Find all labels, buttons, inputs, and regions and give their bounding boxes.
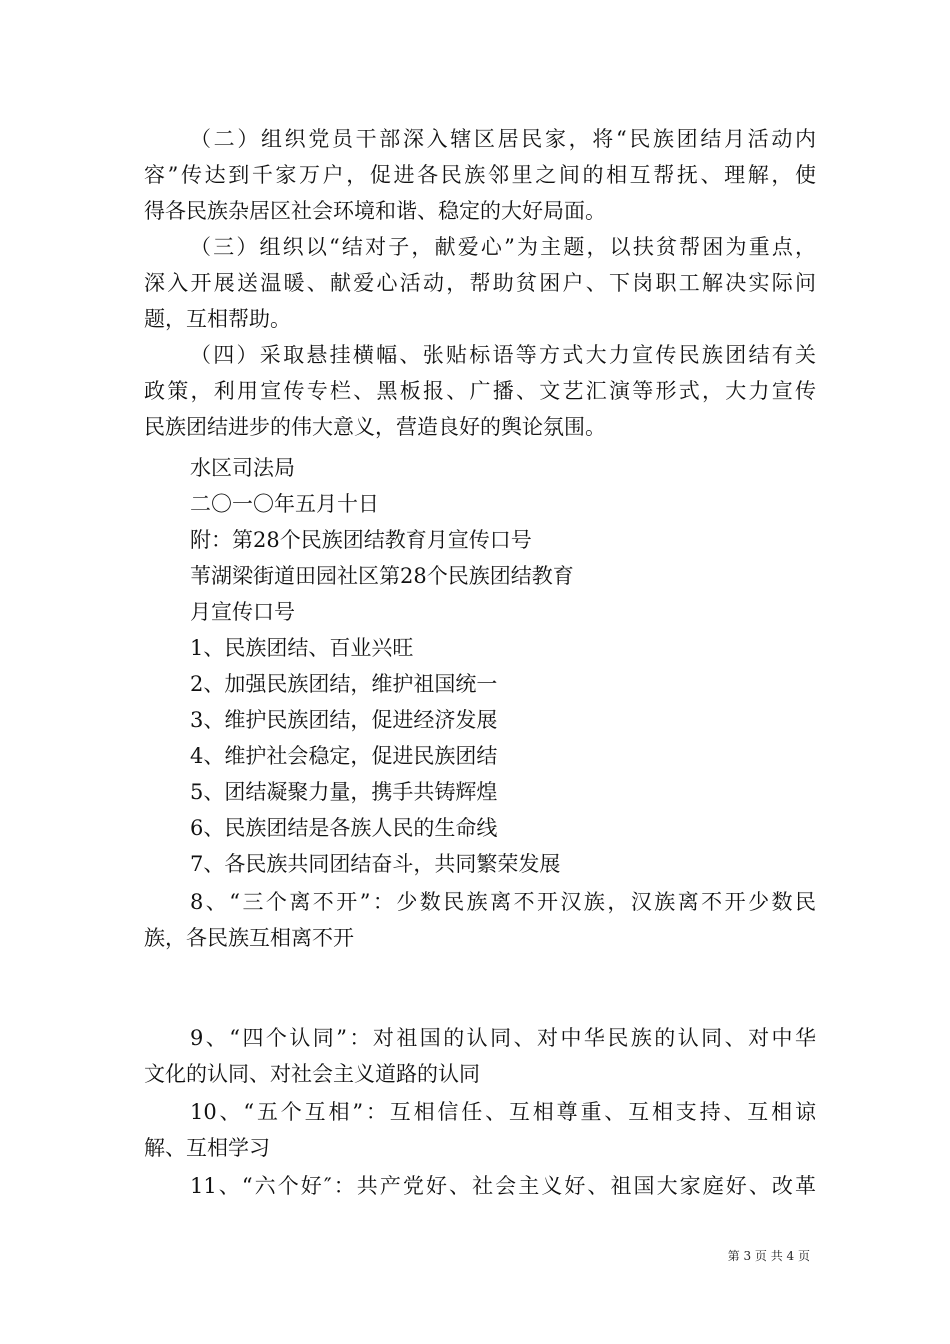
paragraph-line: 民族团结进步的伟大意义，营造良好的舆论氛围。: [144, 415, 606, 439]
slogan-item: 10、“五个互相”：互相信任、互相尊重、互相支持、互相谅: [190, 1100, 816, 1124]
page-number-footer: 第 3 页 共 4 页: [727, 1249, 810, 1263]
slogan-item: 7、各民族共同团结奋斗，共同繁荣发展: [190, 852, 561, 876]
slogan-item: 5、团结凝聚力量，携手共铸辉煌: [190, 780, 498, 804]
slogan-item: 4、维护社会稳定，促进民族团结: [190, 744, 498, 768]
slogan-item: 3、维护民族团结，促进经济发展: [190, 708, 498, 732]
paragraph-line: 容”传达到千家万户，促进各民族邻里之间的相互帮抚、理解，使: [144, 163, 816, 187]
paragraph-line: 深入开展送温暖、献爱心活动，帮助贫困户、下岗职工解决实际问: [144, 271, 816, 295]
slogan-item: 6、民族团结是各族人民的生命线: [190, 816, 498, 840]
signature-date: 二〇一〇年五月十日: [190, 492, 379, 516]
signature-organization: 水区司法局: [190, 456, 295, 480]
slogan-item: 1、民族团结、百业兴旺: [190, 636, 414, 660]
slogan-item-continued: 族，各民族互相离不开: [144, 926, 354, 950]
paragraph-line: 政策，利用宣传专栏、黑板报、广播、文艺汇演等形式，大力宣传: [144, 379, 816, 403]
paragraph-line: （三）组织以“结对子，献爱心”为主题，以扶贫帮困为重点，: [190, 235, 816, 259]
appendix-title: 附：第28个民族团结教育月宣传口号: [190, 528, 532, 552]
slogan-item-continued: 解、互相学习: [144, 1136, 270, 1160]
slogan-heading: 月宣传口号: [190, 600, 295, 624]
slogan-item: 2、加强民族团结，维护祖国统一: [190, 672, 498, 696]
paragraph-line: 得各民族杂居区社会环境和谐、稳定的大好局面。: [144, 199, 606, 223]
slogan-item-continued: 文化的认同、对社会主义道路的认同: [144, 1062, 480, 1086]
paragraph-line: 题，互相帮助。: [144, 307, 291, 331]
paragraph-line: （二）组织党员干部深入辖区居民家，将“民族团结月活动内: [190, 127, 816, 151]
slogan-item: 8、“三个离不开”：少数民族离不开汉族，汉族离不开少数民: [190, 890, 816, 914]
slogan-item: 11、“六个好″：共产党好、社会主义好、祖国大家庭好、改革: [190, 1174, 816, 1198]
slogan-heading: 苇湖梁街道田园社区第28个民族团结教育: [190, 564, 574, 588]
paragraph-line: （四）采取悬挂横幅、张贴标语等方式大力宣传民族团结有关: [190, 343, 816, 367]
slogan-item: 9、“四个认同”：对祖国的认同、对中华民族的认同、对中华: [190, 1026, 816, 1050]
